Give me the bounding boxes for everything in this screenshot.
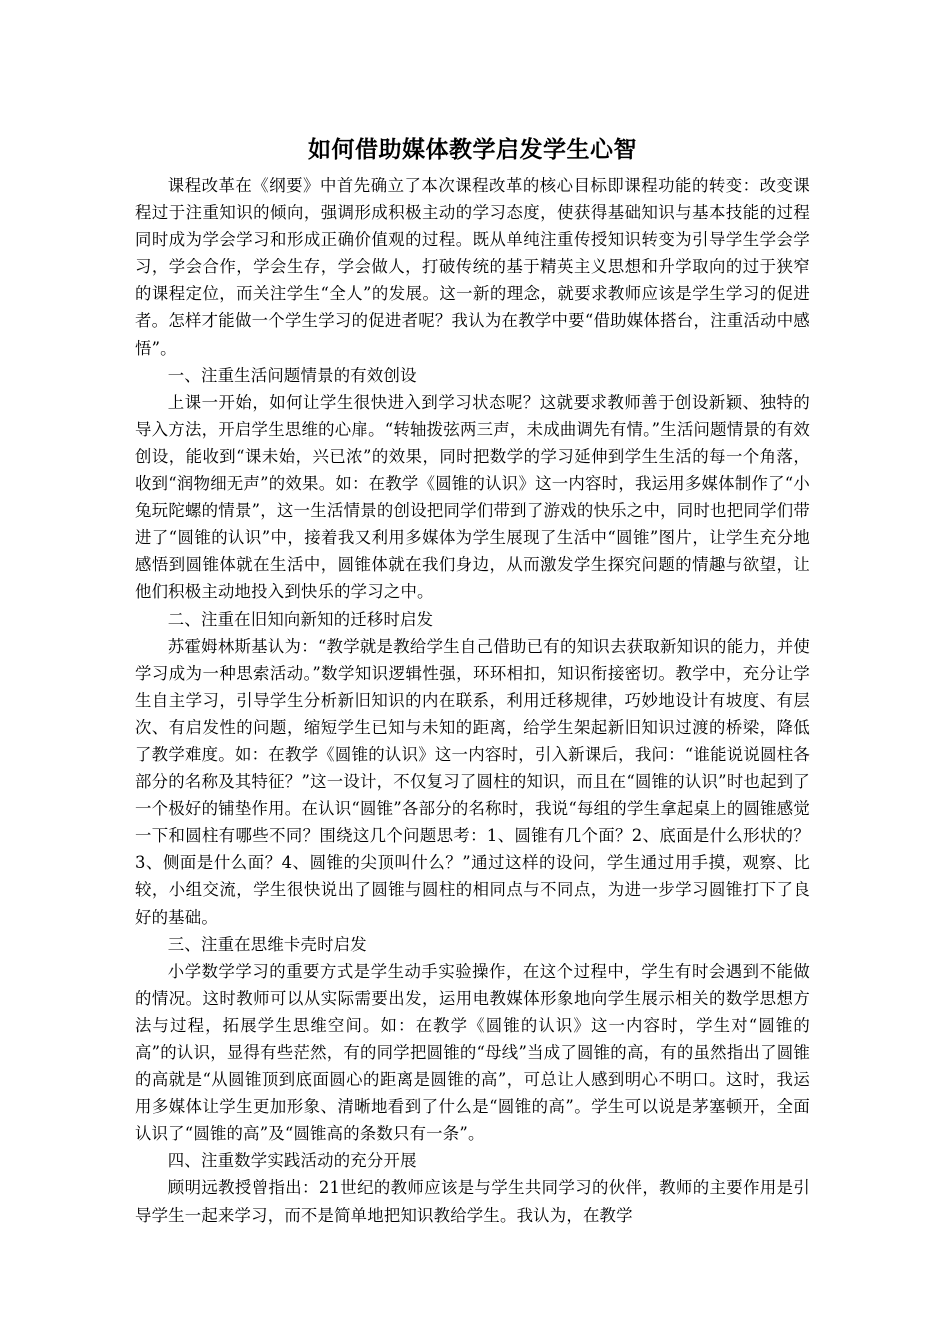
section-2-body: 苏霍姆林斯基认为：“教学就是教给学生自己借助已有的知识去获取新知识的能力，并使学习成为一种思索活动。”数学知识逻辑性强，环环相扣，知识衔接密切。教学中，充分让学生自主学习，引导学生分析新旧知识的内在联系，利用迁移规律，巧妙地设计有坡度、有层次、有启发性的问题，缩短学生已知与未知的距离，给学生架起新旧知识过渡的桥梁，降低了教学难度。如：在教学《圆锥的认识》这一内容时，引入新课后，我问：“谁能说说圆柱各部分的名称及其特征？”这一设计，不仅复习了圆柱的知识，而且在“圆锥的认识”时也起到了一个极好的铺垫作用。在认识“圆锥”各部分的名称时，我说“每组的学生拿起桌上的圆锥感觉一下和圆柱有哪些不同？围绕这几个问题思考：1、圆锥有几个面？2、底面是什么形状的？3、侧面是什么面？4、圆锥的尖顶叫什么？”通过这样的设问，学生通过用手摸，观察、比较，小组交流，学生很快说出了圆锥与圆柱的相同点与不同点，为进一步学习圆锥打下了良好的基础。 [135, 636, 810, 927]
section-3-heading: 三、注重在思维卡壳时启发 [167, 934, 367, 954]
section-3-body: 小学数学学习的重要方式是学生动手实验操作，在这个过程中，学生有时会遇到不能做的情况。这时教师可以从实际需要出发，运用电教媒体形象地向学生展示相关的数学思想方法与过程，拓展学生思维空间。如：在教学《圆锥的认识》这一内容时，学生对“圆锥的高”的认识，显得有些茫然，有的同学把圆锥的“母线”当成了圆锥的高，有的虽然指出了圆锥的高就是“从圆锥顶到底面圆心的距离是圆锥的高”，可总让人感到明心不明口。这时，我运用多媒体让学生更加形象、清晰地看到了什么是“圆锥的高”。学生可以说是茅塞顿开，全面认识了“圆锥的高”及“圆锥高的条数只有一条”。 [135, 961, 810, 1144]
section-4-heading: 四、注重数学实践活动的充分开展 [167, 1151, 417, 1171]
section-4-body: 顾明远教授曾指出：21世纪的教师应该是与学生共同学习的伙伴，教师的主要作用是引导学生一起来学习，而不是简单地把知识教给学生。我认为，在教学 [135, 1178, 810, 1225]
intro-paragraph: 课程改革在《纲要》中首先确立了本次课程改革的核心目标即课程功能的转变：改变课程过于注重知识的倾向，强调形成积极主动的学习态度，使获得基础知识与基本技能的过程同时成为学会学习和形成正确价值观的过程。既从单纯注重传授知识转变为引导学生学会学习，学会合作，学会生存，学会做人，打破传统的基于精英主义思想和升学取向的过于狭窄的课程定位，而关注学生“全人”的发展。这一新的理念，就要求教师应该是学生学习的促进者。怎样才能做一个学生学习的促进者呢？我认为在教学中要“借助媒体搭台，注重活动中感悟”。 [135, 176, 810, 358]
document-page [135, 132, 810, 1229]
section-2-heading: 二、注重在旧知向新知的迁移时启发 [167, 609, 434, 629]
section-1-body: 上课一开始，如何让学生很快进入到学习状态呢？这就要求教师善于创设新颖、独特的导入方法，开启学生思维的心扉。“转轴拨弦两三声，未成曲调先有情。”生活问题情景的有效创设，能收到“课未始，兴已浓”的效果，同时把数学的学习延伸到学生生活的每一个角落，收到“润物细无声”的效果。如：在教学《圆锥的认识》这一内容时，我运用多媒体制作了“小兔玩陀螺的情景”，这一生活情景的创设把同学们带到了游戏的快乐之中，同时也把同学们带进了“圆锥的认识”中，接着我又利用多媒体为学生展现了生活中“圆锥”图片，让学生充分地感悟到圆锥体就在生活中，圆锥体就在我们身边，从而激发学生探究问题的情趣与欲望，让他们积极主动地投入到快乐的学习之中。 [135, 392, 810, 602]
document-title: 如何借助媒体教学启发学生心智 [308, 137, 637, 163]
section-1-heading: 一、注重生活问题情景的有效创设 [167, 365, 417, 385]
